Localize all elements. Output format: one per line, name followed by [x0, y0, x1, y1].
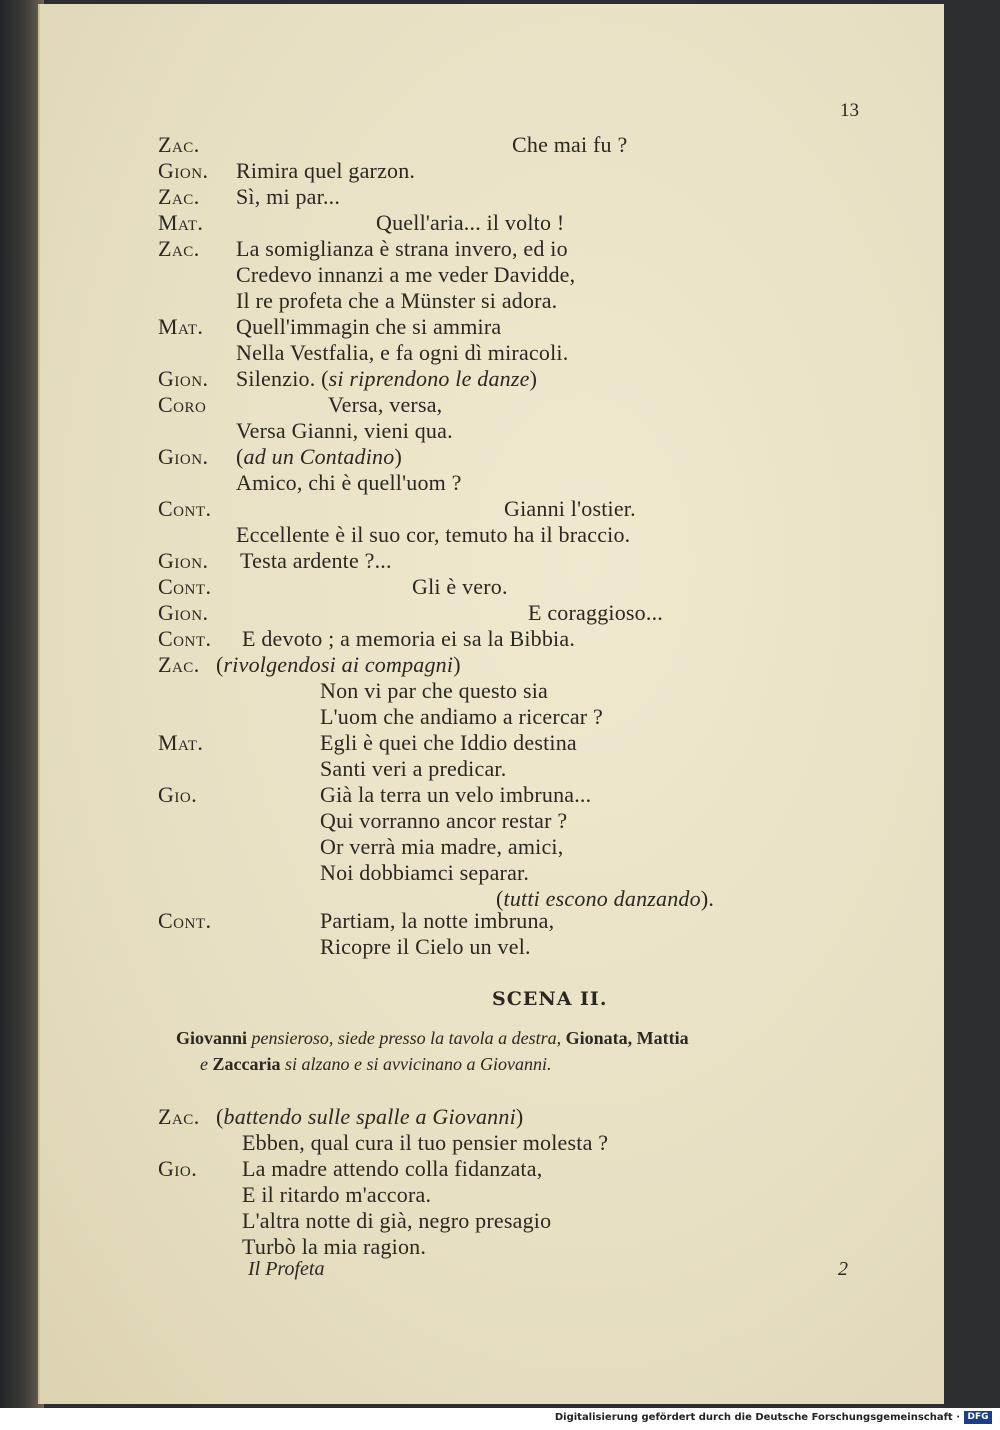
- verse-text: (: [216, 652, 224, 677]
- verse-line: [320, 704, 603, 730]
- verse-text: Credevo innanzi a me veder Davidde,: [236, 262, 576, 287]
- verse-line: [320, 808, 567, 834]
- verse-line: [320, 934, 531, 960]
- verse-line: [236, 444, 402, 470]
- speaker-label: Gio.: [158, 1156, 198, 1181]
- verse-line: [320, 678, 548, 704]
- speaker-label: Gion.: [158, 158, 209, 183]
- verse-line: [528, 600, 663, 626]
- verse-text: (: [496, 886, 504, 911]
- direction-text: e: [200, 1054, 213, 1074]
- verse-text: ).: [700, 886, 715, 911]
- verse-text: L'altra notte di già, negro presagio: [242, 1208, 552, 1233]
- verse-text: E devoto ; a memoria ei sa la Bibbia.: [242, 626, 576, 651]
- verse-line: [240, 548, 392, 574]
- speaker-label: Zac.: [158, 236, 200, 261]
- speaker-label: Gion.: [158, 600, 209, 625]
- verse-text: Noi dobbiamci separar.: [320, 860, 530, 885]
- verse-line: [236, 470, 462, 496]
- verse-text: Turbò la mia ragion.: [242, 1234, 427, 1259]
- verse-text: Qui vorranno ancor restar ?: [320, 808, 568, 833]
- verse-text: Nella Vestfalia, e fa ogni dì miracoli.: [236, 340, 569, 365]
- verse-line: [236, 184, 340, 210]
- verse-text: Testa ardente ?...: [240, 548, 392, 573]
- verse-text: Il re profeta che a Münster si adora.: [236, 288, 558, 313]
- scene-title: SCENA II.: [492, 988, 608, 1010]
- verse-text: Santi veri a predicar.: [320, 756, 507, 781]
- speaker-label: Coro: [158, 392, 207, 417]
- verse-text: (: [216, 1104, 224, 1129]
- verse-line: [320, 730, 577, 756]
- verse-line: [242, 1208, 551, 1234]
- verse-line: [242, 1182, 431, 1208]
- verse-line: [216, 1104, 523, 1130]
- verse-line: [242, 626, 575, 652]
- speaker-label: Mat.: [158, 730, 204, 755]
- verse-text: Gianni l'ostier.: [504, 496, 636, 521]
- speaker-label: Gio.: [158, 782, 198, 807]
- verse-line: [236, 418, 453, 444]
- verse-line: [236, 158, 415, 184]
- speaker-label: Mat.: [158, 210, 204, 235]
- verse-text: Ebben, qual cura il tuo pensier molesta ?: [242, 1130, 609, 1155]
- speaker-label: Gion.: [158, 444, 209, 469]
- speaker-label: Gion.: [158, 366, 209, 391]
- speaker-label: Zac.: [158, 652, 200, 677]
- speaker-label: Cont.: [158, 496, 212, 521]
- verse-text: Amico, chi è quell'uom ?: [236, 470, 462, 495]
- verse-line: [236, 340, 568, 366]
- verse-text: Sì, mi par...: [236, 184, 341, 209]
- direction-text: ,: [556, 1028, 566, 1048]
- verse-text: ): [394, 444, 402, 469]
- verse-line: [236, 236, 568, 262]
- verse-text: Rimira quel garzon.: [236, 158, 416, 183]
- verse-text: L'uom che andiamo a ricercar ?: [320, 704, 603, 729]
- page-number: 13: [840, 100, 859, 121]
- signature-mark: 2: [838, 1258, 848, 1280]
- character-name: Gionata, Mattia: [565, 1028, 689, 1048]
- verse-line: [320, 834, 563, 860]
- verse-line: [320, 860, 529, 886]
- character-name: Zaccaria: [212, 1054, 281, 1074]
- verse-line: [376, 210, 564, 236]
- speaker-label: Zac.: [158, 184, 200, 209]
- verse-text: Eccellente è il suo cor, temuto ha il braccio.: [236, 522, 631, 547]
- speaker-label: Zac.: [158, 132, 200, 157]
- verse-line: [236, 366, 537, 392]
- verse-line: [216, 652, 461, 678]
- verse-text: Egli è quei che Iddio destina: [320, 730, 577, 755]
- verse-text: Quell'immagin che si ammira: [236, 314, 502, 339]
- verse-line: [236, 314, 501, 340]
- verse-line: [242, 1234, 426, 1260]
- verse-text: ): [515, 1104, 524, 1129]
- character-name: Giovanni: [176, 1028, 248, 1048]
- verse-line: [512, 132, 627, 158]
- verse-text: ): [453, 652, 461, 677]
- verse-text: (: [236, 444, 244, 469]
- verse-text: Versa Gianni, vieni qua.: [236, 418, 453, 443]
- verse-line: [242, 1130, 608, 1156]
- verse-text: Silenzio. (: [236, 366, 329, 391]
- verse-line: [320, 782, 591, 808]
- verse-line: [236, 262, 575, 288]
- verse-text: La somiglianza è strana invero, ed io: [236, 236, 568, 261]
- stage-aside: rivolgendosi ai compagni: [223, 652, 454, 677]
- stage-aside: battendo sulle spalle a Giovanni: [223, 1104, 516, 1129]
- verse-text: Gli è vero.: [412, 574, 508, 599]
- verse-line: [242, 1156, 542, 1182]
- stage-aside: tutti escono danzando: [503, 886, 701, 911]
- verse-text: Già la terra un velo imbruna...: [320, 782, 592, 807]
- verse-line: [320, 756, 506, 782]
- speaker-label: Gion.: [158, 548, 209, 573]
- verse-line: [320, 908, 554, 934]
- speaker-label: Cont.: [158, 574, 212, 599]
- direction-text: pensieroso, siede presso la tavola a destra: [247, 1028, 557, 1048]
- verse-text: Che mai fu ?: [512, 132, 628, 157]
- speaker-label: Mat.: [158, 314, 204, 339]
- book-page: [38, 4, 944, 1404]
- direction-text: si alzano e si avvicinano a Giovanni.: [280, 1054, 552, 1074]
- verse-text: Ricopre il Cielo un vel.: [320, 934, 531, 959]
- stage-direction-line-1: [176, 1028, 689, 1049]
- verse-text: Versa, versa,: [328, 392, 443, 417]
- stage-aside: si riprendono le danze: [328, 366, 530, 391]
- verse-text: Partiam, la notte imbruna,: [320, 908, 555, 933]
- verse-text: La madre attendo colla fidanzata,: [242, 1156, 543, 1181]
- speaker-label: Cont.: [158, 908, 212, 933]
- verse-text: Or verrà mia madre, amici,: [320, 834, 564, 859]
- stage-direction-line-2: [200, 1054, 551, 1075]
- verse-line: [504, 496, 636, 522]
- verse-line: [236, 288, 557, 314]
- speaker-label: Zac.: [158, 1104, 200, 1129]
- verse-line: [412, 574, 508, 600]
- dfg-logo-icon: DFG: [964, 1411, 992, 1424]
- verse-text: Quell'aria... il volto !: [376, 210, 565, 235]
- verse-line: [236, 522, 630, 548]
- stage-aside: ad un Contadino: [243, 444, 395, 469]
- verse-text: E coraggioso...: [528, 600, 663, 625]
- verse-text: E il ritardo m'accora.: [242, 1182, 432, 1207]
- speaker-label: Cont.: [158, 626, 212, 651]
- verse-line: [328, 392, 442, 418]
- running-title: Il Profeta: [248, 1258, 325, 1280]
- verse-text: ): [529, 366, 538, 391]
- credit-text: Digitalisierung gefördert durch die Deutsche Forschungsgemeinschaft ·: [554, 1412, 960, 1423]
- verse-text: Non vi par che questo sia: [320, 678, 548, 703]
